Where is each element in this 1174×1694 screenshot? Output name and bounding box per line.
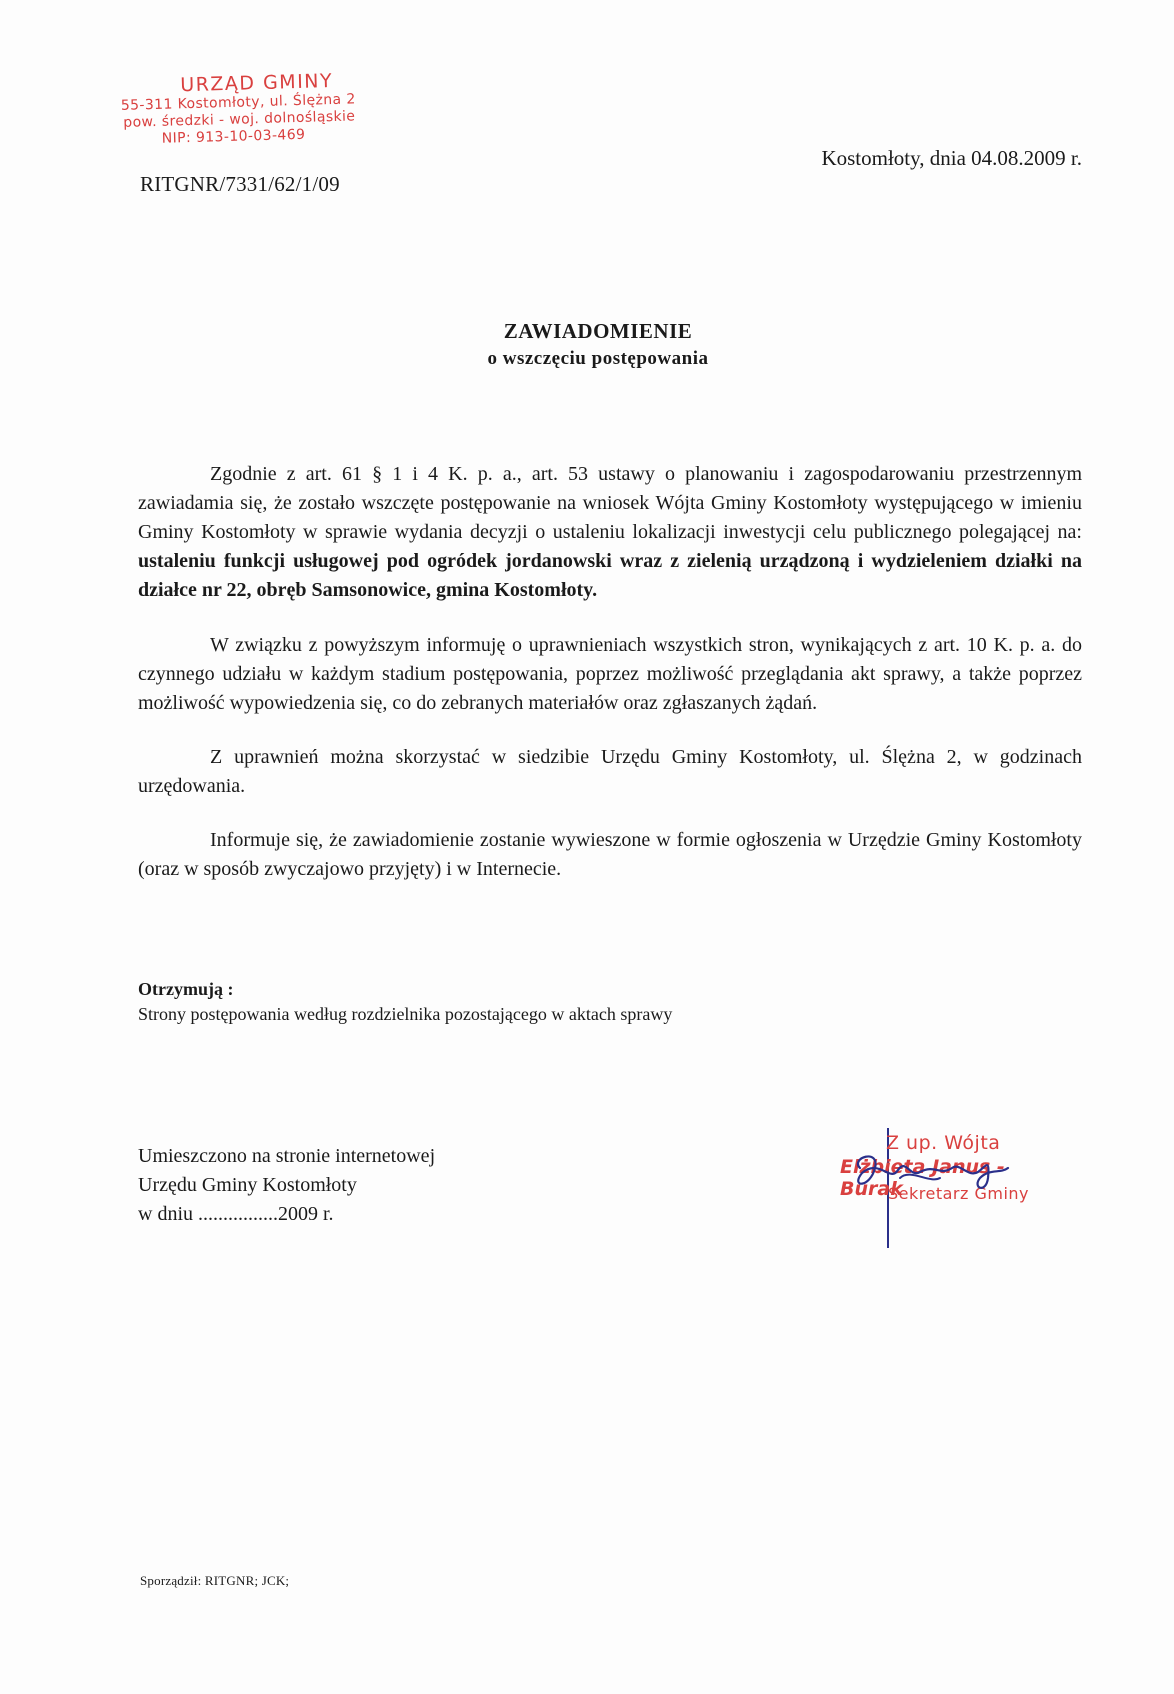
stamp-address: 55-311 Kostomłoty, ul. Ślężna 2 (120, 91, 356, 114)
reference-number: RITGNR/7331/62/1/09 (140, 172, 340, 196)
recipients-section (138, 977, 1038, 1027)
signature-authority: Z up. Wójta (886, 1132, 1001, 1154)
document-body (138, 460, 1082, 909)
posted-note (138, 1142, 435, 1229)
posted-line-3: w dniu ................2009 r. (138, 1203, 334, 1225)
title-main: ZAWIADOMIENIE (503, 319, 693, 343)
prepared-by: Sporządził: RITGNR; JCK; (140, 1573, 290, 1588)
stamp-office-name: URZĄD GMINY (179, 70, 334, 97)
signature-name: Elżbieta Janus - Burak (840, 1156, 1005, 1200)
paragraph-location: Z uprawnień można skorzystać w siedzibie Urzędu Gminy Kostomłoty, ul. Ślężna 2, w godzinach urzędowania. (138, 746, 1082, 797)
paragraph-legal-basis-text: Zgodnie z art. 61 § 1 i 4 K. p. a., art. 53 ustawy o planowaniu i zagospodarowaniu przestrzennym zawiadamia się, że zostało wszczęte postępowanie na wniosek Wójta Gminy Kostomłoty występującego w imieniu Gminy Kostomłoty w sprawie wydania decyzji o ustaleniu lokalizacji inwestycji celu publicznego polegającej na: (138, 463, 1082, 543)
paragraph-rights: W związku z powyższym informuję o uprawnieniach wszystkich stron, wynikających z art. 10 K. p. a. do czynnego udziału w każdym stadium postępowania, poprzez możliwość przeglądania akt sprawy, a także poprzez możliwość wypowiedzenia się, co do zebranych materiałów oraz zgłaszanych żądań. (138, 634, 1082, 714)
signature-title: Sekretarz Gminy (888, 1184, 1030, 1203)
posted-line-1: Umieszczono na stronie internetowej (138, 1145, 436, 1167)
document-title (0, 316, 1174, 372)
recipients-heading: Otrzymują : (138, 979, 234, 999)
paragraph-investment-description: ustaleniu funkcji usługowej pod ogródek jordanowski wraz z zielenią urządzoną i wydzieleniem działki na działce nr 22, obręb Samsonowice, gmina Kostomłoty. (138, 550, 1082, 601)
signature-stamp (840, 1128, 1070, 1258)
stamp-nip: NIP: 913-10-03-469 (161, 126, 306, 147)
posted-line-2: Urzędu Gminy Kostomłoty (138, 1174, 357, 1196)
title-subtitle: o wszczęciu postępowania (487, 348, 709, 369)
place-and-date: Kostomłoty, dnia 04.08.2009 r. (821, 146, 1082, 170)
stamp-region: pow. średzki - woj. dolnośląskie (123, 108, 356, 131)
paragraph-publication: Informuje się, że zawiadomienie zostanie wywieszone w formie ogłoszenia w Urzędzie Gminy Kostomłoty (oraz w sposób zwyczajowo przyjęty) i w Internecie. (138, 829, 1082, 880)
paragraph-legal-basis (138, 460, 1082, 605)
office-stamp (118, 68, 400, 149)
handwritten-signature (840, 1128, 1070, 1258)
recipients-text: Strony postępowania według rozdzielnika pozostającego w aktach sprawy (138, 1004, 673, 1024)
